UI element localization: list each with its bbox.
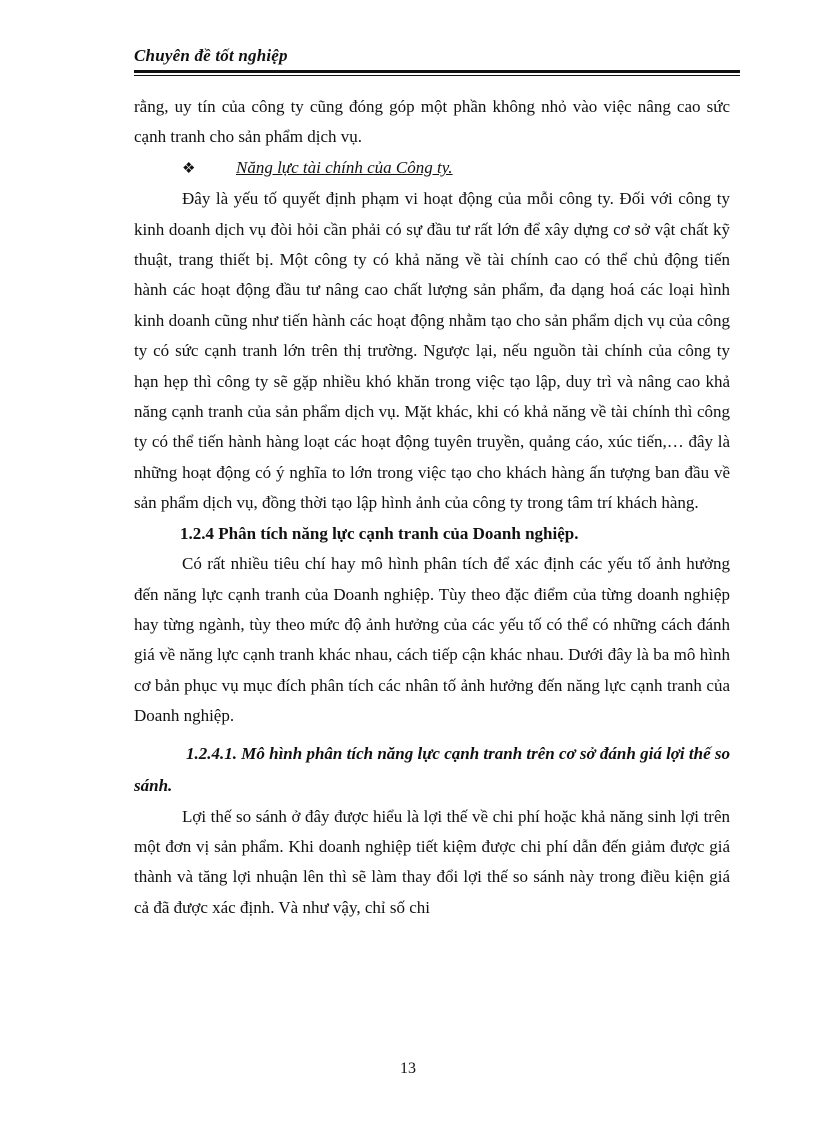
- paragraph-finance: Đây là yếu tố quyết định phạm vi hoạt động của mỗi công ty. Đối với công ty kinh doanh dịch vụ đòi hỏi cần phải có sự đầu tư rất lớn để xây dựng cơ sở vật chất kỹ thuật, trang thiết bị. Một công ty có khả năng về tài chính cao có thể chủ động tiến hành các hoạt động đầu tư nâng cao chất lượng sản phẩm, đa dạng hoá các loại hình kinh doanh cũng như tiến hành các hoạt động nhằm tạo cho sản phẩm dịch vụ của công ty có sức cạnh tranh lớn trên thị trường. Ngược lại, nếu nguồn tài chính của công ty hạn hẹp thì công ty sẽ gặp nhiều khó khăn trong việc tạo lập, duy trì và nâng cao khả năng cạnh tranh của sản phẩm dịch vụ. Mặt khác, khi có khả năng về tài chính thì công ty có thể tiến hành hàng loạt các hoạt động tuyên truyền, quảng cáo, xúc tiến,… đây là những hoạt động có ý nghĩa to lớn trong việc tạo cho khách hàng ấn tượng ban đầu về sản phẩm dịch vụ, đồng thời tạo lập hình ảnh của công ty trong tâm trí khách hàng.: [134, 189, 730, 513]
- diamond-bullet-icon: ❖: [182, 160, 196, 177]
- bullet-heading: [134, 153, 730, 184]
- paragraph-comparative-advantage: Lợi thế so sánh ở đây được hiểu là lợi thế về chi phí hoặc khả năng sinh lợi trên một đơn vị sản phẩm. Khi doanh nghiệp tiết kiệm được chi phí dẫn đến giảm được giá thành và tăng lợi nhuận lên thì sẽ làm thay đổi lợi thế so sánh này trong điều kiện giá cả đã được xác định. Và như vậy, chỉ số chi: [134, 806, 730, 917]
- paragraph-analysis: Có rất nhiều tiêu chí hay mô hình phân tích để xác định các yếu tố ảnh hưởng đến năng lực cạnh tranh của Doanh nghiệp. Tùy theo đặc điểm của từng doanh nghiệp hay từng ngành, tùy theo mức độ ảnh hưởng của các yếu tố có thể có những cách đánh giá về năng lực cạnh tranh khác nhau, cách tiếp cận khác nhau. Dưới đây là ba mô hình cơ bản phục vụ mục đích phân tích các nhân tố ảnh hưởng đến năng lực cạnh tranh của Doanh nghiệp.: [134, 554, 730, 726]
- subsection-heading: 1.2.4.1. Mô hình phân tích năng lực cạnh tranh trên cơ sở đánh giá lợi thế so sánh.: [134, 743, 730, 795]
- page-header: [134, 46, 740, 66]
- bullet-heading-text: Năng lực tài chính của Công ty.: [236, 157, 453, 177]
- header-rule-thick: [134, 70, 740, 73]
- paragraph-continuation: rằng, uy tín của công ty cũng đóng góp một phần không nhỏ vào việc nâng cao sức cạnh tranh cho sản phẩm dịch vụ.: [134, 97, 730, 147]
- page-number: 13: [400, 1060, 416, 1077]
- header-rule-thin: [134, 75, 740, 76]
- header-title: Chuyên đề tốt nghiệp: [134, 46, 288, 65]
- document-body: [134, 92, 730, 923]
- section-heading: 1.2.4 Phân tích năng lực cạnh tranh của Doanh nghiệp.: [180, 523, 579, 543]
